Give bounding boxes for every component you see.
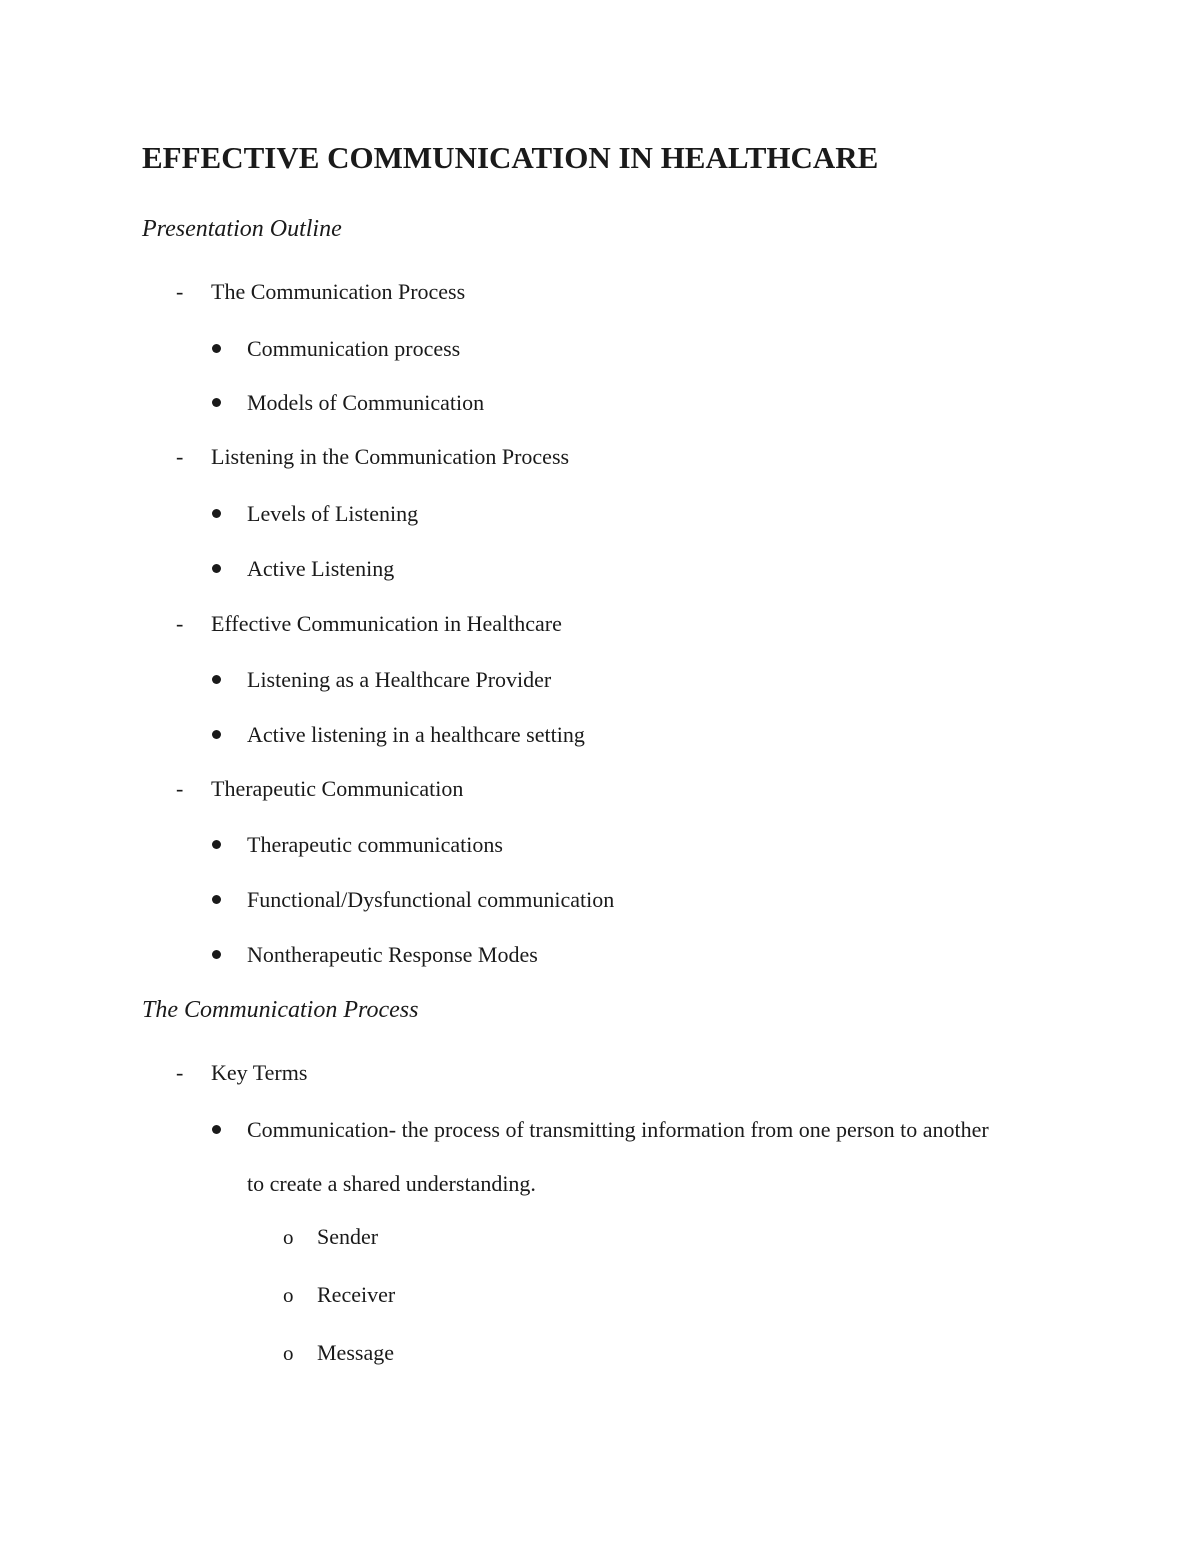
dash-marker: - [176,1060,184,1085]
document-title: EFFECTIVE COMMUNICATION IN HEALTHCARE [142,140,879,175]
bullet-icon [212,730,221,739]
outline-subitem-label: Listening as a Healthcare Provider [247,667,552,692]
definition-subitem-label: Message [317,1340,394,1365]
outline-item-label: The Communication Process [211,279,466,304]
outline-subitem-label: Communication process [247,336,461,361]
outline-item-label: Therapeutic Communication [211,776,464,801]
circle-bullet-icon: o [283,1283,294,1307]
definition-subitem-label: Sender [317,1224,379,1249]
definition-subitem-label: Receiver [317,1282,396,1307]
dash-marker: - [176,611,184,636]
dash-marker: - [176,776,184,801]
bullet-icon [212,564,221,573]
definition-line-2: to create a shared understanding. [247,1171,536,1196]
outline-subitem-label: Active listening in a healthcare setting [247,722,585,747]
dash-marker: - [176,444,184,469]
bullet-icon [212,675,221,684]
outline-item-label: Listening in the Communication Process [211,444,570,469]
outline-subitem-label: Nontherapeutic Response Modes [247,942,538,967]
bullet-icon [212,509,221,518]
outline-item-label: Key Terms [211,1060,308,1085]
circle-bullet-icon: o [283,1225,294,1249]
outline-item-label: Effective Communication in Healthcare [211,611,562,636]
outline-subitem-label: Functional/Dysfunctional communication [247,887,615,912]
bullet-icon [212,344,221,353]
section-heading-communication-process: The Communication Process [142,997,419,1023]
section-heading-presentation-outline: Presentation Outline [142,216,342,242]
bullet-icon [212,950,221,959]
dash-marker: - [176,279,184,304]
circle-bullet-icon: o [283,1341,294,1365]
bullet-icon [212,398,221,407]
bullet-icon [212,840,221,849]
outline-subitem-label: Therapeutic communications [247,832,503,857]
outline-subitem-label: Levels of Listening [247,501,419,526]
outline-subitem-label: Models of Communication [247,390,485,415]
bullet-icon [212,895,221,904]
definition-line-1: Communication- the process of transmitting information from one person to another [247,1117,989,1142]
outline-subitem-label: Active Listening [247,556,395,581]
bullet-icon [212,1125,221,1134]
